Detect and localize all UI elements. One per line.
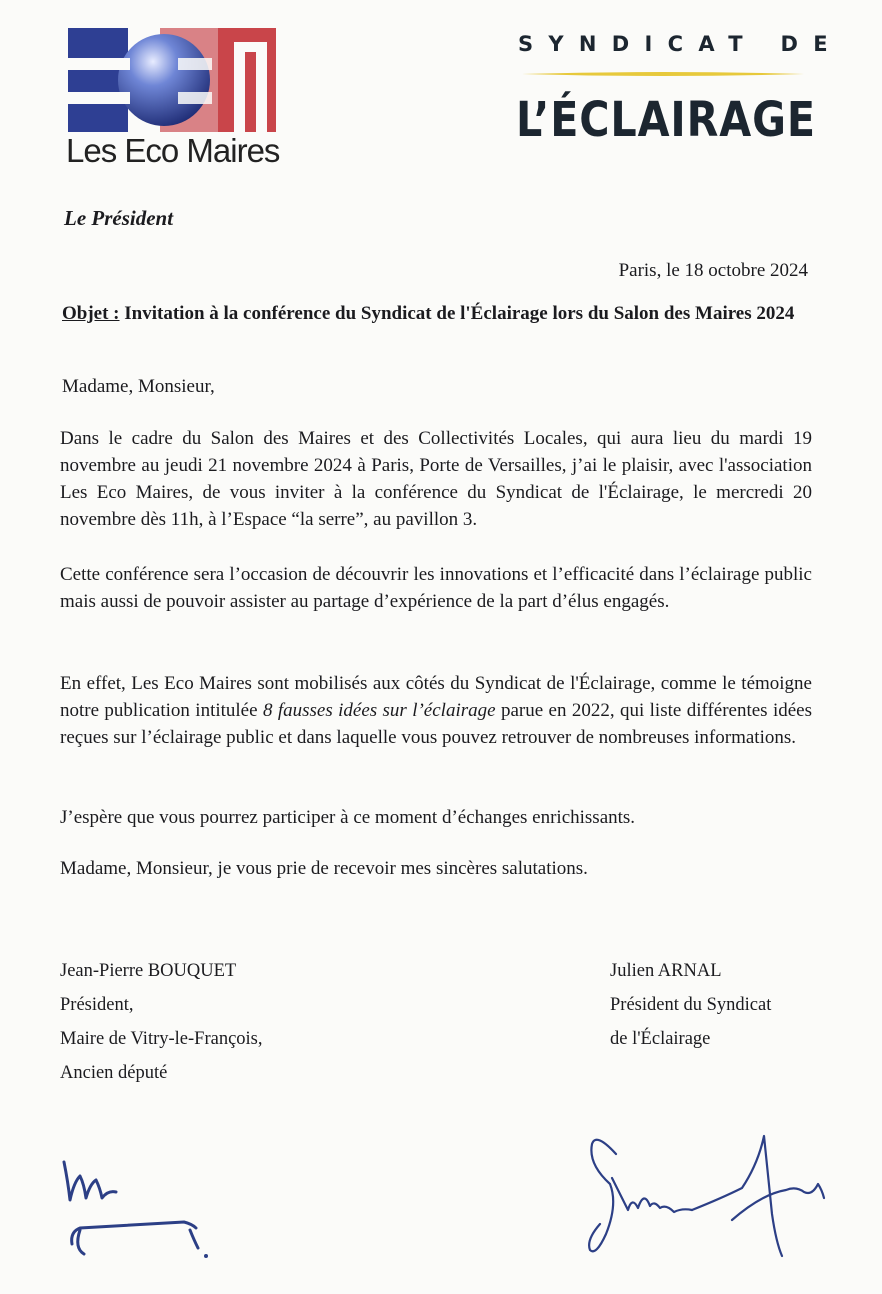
- paragraph-closing: Madame, Monsieur, je vous prie de recevoir mes sincères salutations.: [60, 858, 588, 879]
- paragraph-publication: [60, 670, 812, 751]
- signatory-right-org: de l'Éclairage: [610, 1029, 711, 1049]
- signatory-left-role: Maire de Vitry-le-François,: [60, 1029, 263, 1049]
- signatory-right-name: Julien ARNAL: [610, 961, 722, 981]
- paragraph-invitation: Dans le cadre du Salon des Maires et des Collectivités Locales, qui aura lieu du mardi 19 novembre au jeudi 21 novembre 2024 à Paris, Porte de Versailles, j’ai le plaisir, avec l'association Les Eco Maires, de vous inviter à la conférence du Syndicat de l'Éclairage, le mercredi 20 novembre dès 11h, à l’Espace “la serre”, au pavillon 3.: [60, 428, 812, 530]
- letter-date: Paris, le 18 octobre 2024: [618, 260, 808, 281]
- publication-title: 8 fausses idées sur l’éclairage: [262, 700, 496, 721]
- paragraph-publication-text-2: parue en 2022, qui liste différentes idées reçues sur l’éclairage public et dans laquelle vous pouvez retrouver de nombreuses informations.: [60, 700, 813, 748]
- signature-bouquet-icon: [58, 1152, 228, 1272]
- paragraph-hope: J’espère que vous pourrez participer à ce moment d’échanges enrichissants.: [60, 807, 636, 828]
- signatory-left-former-role: Ancien député: [60, 1063, 168, 1083]
- paragraph-conference: Cette conférence sera l’occasion de découvrir les innovations et l’efficacité dans l’éclairage public mais aussi de pouvoir assister au partage d’expérience de la part d’élus engagés.: [60, 564, 812, 612]
- paragraph-publication-text-1: En effet, Les Eco Maires sont mobilisés aux côtés du Syndicat de l'Éclairage, comme le témoigne notre publication intitulée: [60, 673, 812, 721]
- signatory-right-title: Président du Syndicat: [610, 995, 772, 1015]
- eco-maires-wordmark: Les Eco Maires: [66, 132, 280, 169]
- sender-title: Le Président: [64, 206, 174, 230]
- syndicat-logo-line1: SYNDICAT DE: [518, 32, 843, 56]
- letter-subject: [62, 302, 814, 326]
- syndicat-eclairage-logo: [516, 32, 843, 152]
- signature-arnal-icon: [582, 1124, 832, 1274]
- salutation: Madame, Monsieur,: [62, 376, 215, 397]
- syndicat-logo-line2: L’ÉCLAIRAGE: [516, 92, 816, 148]
- signatory-right: [610, 954, 771, 1056]
- subject-label: Objet :: [62, 303, 120, 324]
- eco-maires-logo: [64, 28, 278, 168]
- signatory-left: [60, 954, 263, 1090]
- subject-text: Invitation à la conférence du Syndicat de l'Éclairage lors du Salon des Maires 2024: [119, 303, 795, 324]
- signatory-left-title: Président,: [60, 995, 134, 1015]
- signatory-left-name: Jean-Pierre BOUQUET: [60, 961, 237, 981]
- eco-maires-emblem-icon: [68, 28, 276, 132]
- syndicat-accent-line-icon: [522, 71, 804, 77]
